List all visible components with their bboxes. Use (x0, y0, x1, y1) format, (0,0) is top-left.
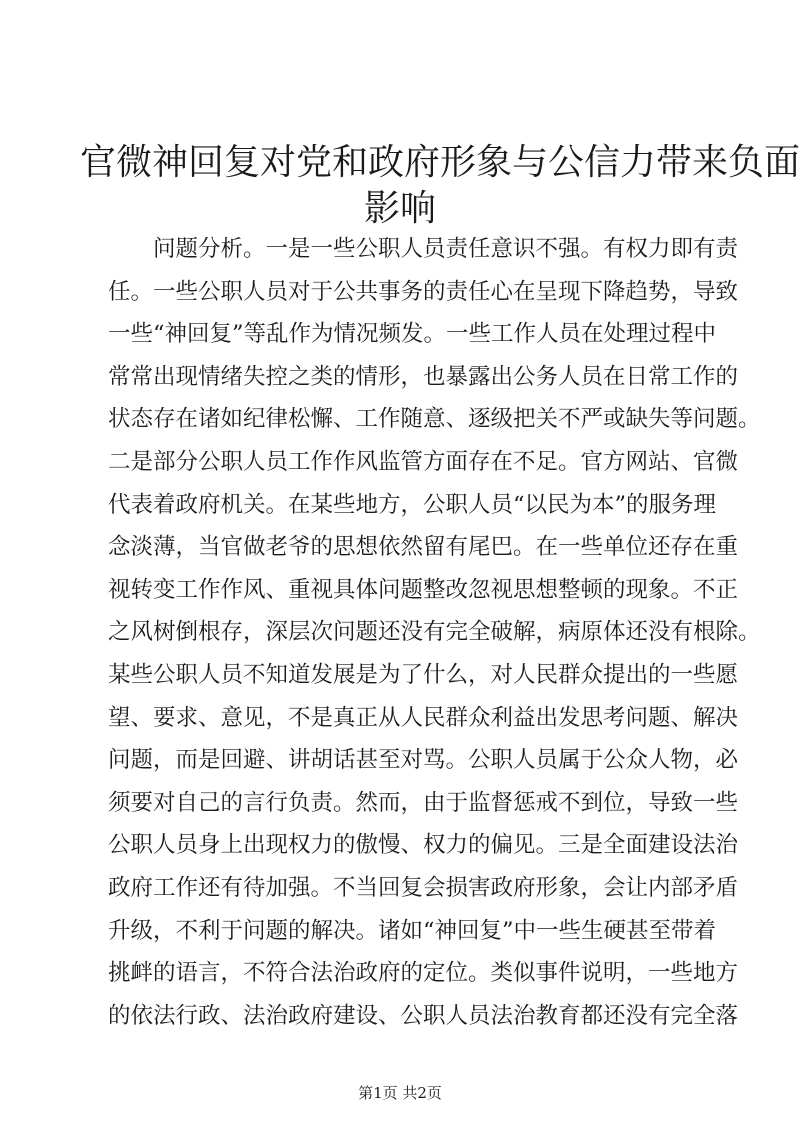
body-line: 望、要求、意见，不是真正从人民群众利益出发思考问题、解决 (108, 704, 739, 731)
title-line-2: 影响 (363, 188, 436, 229)
body-line: 任。一些公职人员对于公共事务的责任心在呈现下降趋势，导致 (108, 278, 739, 305)
page-number-footer: 第1页 共2页 (358, 1084, 442, 1102)
body-line: 升级，不利于问题的解决。诸如“神回复”中一些生硬甚至带着 (108, 917, 717, 944)
body-line: 一些“神回复”等乱作为情况频发。一些工作人员在处理过程中 (108, 321, 717, 348)
body-line: 状态存在诸如纪律松懈、工作随意、逐级把关不严或缺失等问题。 (108, 406, 761, 433)
body-line: 二是部分公职人员工作作风监管方面存在不足。官方网站、官微 (108, 448, 739, 475)
body-line: 某些公职人员不知道发展是为了什么，对人民群众提出的一些愿 (108, 661, 739, 688)
body-line: 挑衅的语言，不符合法治政府的定位。类似事件说明，一些地方 (108, 960, 739, 987)
body-line: 之风树倒根存，深层次问题还没有完全破解，病原体还没有根除。 (108, 619, 761, 646)
body-line: 须要对自己的言行负责。然而，由于监督惩戒不到位，导致一些 (108, 789, 739, 816)
body-line: 问题，而是回避、讲胡话甚至对骂。公职人员属于公众人物，必 (108, 747, 739, 774)
title-line-1: 官微神回复对党和政府形象与公信力带来负面 (80, 142, 800, 183)
body-paragraph (108, 228, 761, 1037)
body-line: 公职人员身上出现权力的傲慢、权力的偏见。三是全面建设法治 (108, 832, 739, 859)
body-line: 问题分析。一是一些公职人员责任意识不强。有权力即有责 (153, 236, 739, 262)
body-line: 视转变工作作风、重视具体问题整改忽视思想整顿的现象。不正 (108, 576, 739, 603)
body-line: 的依法行政、法治政府建设、公职人员法治教育都还没有完全落 (108, 1002, 739, 1029)
body-line: 常常出现情绪失控之类的情形，也暴露出公务人员在日常工作的 (108, 363, 739, 390)
body-line: 政府工作还有待加强。不当回复会损害政府形象，会让内部矛盾 (108, 874, 739, 901)
body-line: 代表着政府机关。在某些地方，公职人员“以民为本”的服务理 (108, 491, 717, 518)
document-title (80, 140, 800, 232)
body-line: 念淡薄，当官做老爷的思想依然留有尾巴。在一些单位还存在重 (108, 534, 739, 561)
